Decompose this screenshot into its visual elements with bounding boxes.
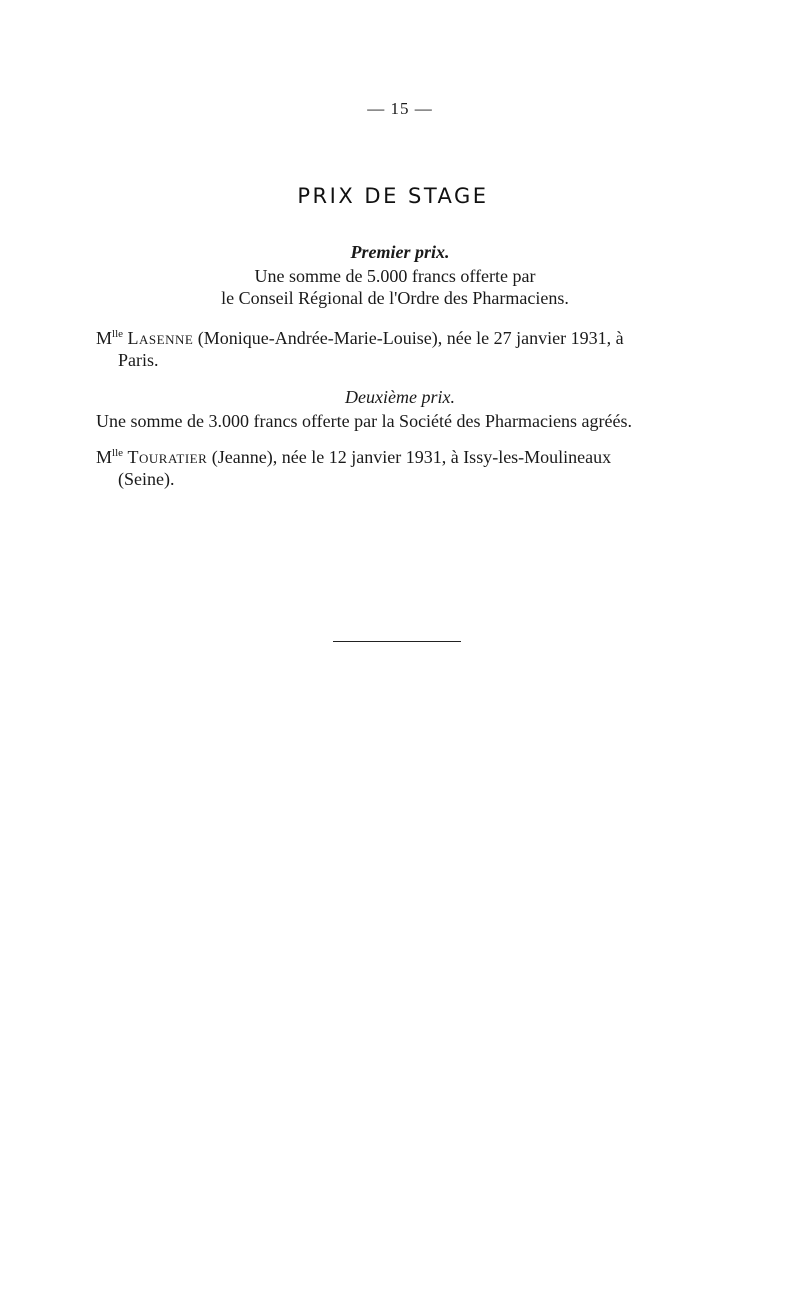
winner-details: (Jeanne), née le 12 janvier 1931, à Issy-les-Moulineaux xyxy=(211,447,612,467)
second-prize-winner-continuation: (Seine). xyxy=(118,469,175,489)
second-prize-heading: Deuxième prix. xyxy=(345,387,455,407)
first-prize-winner xyxy=(96,328,624,349)
second-prize-winner xyxy=(96,447,611,468)
winner-surname: Lasenne xyxy=(127,328,194,348)
first-prize-line-2: le Conseil Régional de l'Ordre des Pharmaciens. xyxy=(221,288,569,308)
winner-details: (Monique-Andrée-Marie-Louise), née le 27 janvier 1931, à xyxy=(197,328,624,348)
honorific: M xyxy=(96,328,113,348)
first-prize-winner-continuation: Paris. xyxy=(118,350,159,370)
page-title: PRIX DE STAGE xyxy=(297,184,489,208)
first-prize-heading: Premier prix. xyxy=(350,242,450,262)
honorific-superscript: lle xyxy=(112,447,124,459)
winner-surname: Touratier xyxy=(127,447,208,467)
honorific-superscript: lle xyxy=(112,328,124,340)
page-number: — 15 — xyxy=(367,99,433,118)
first-prize-line-1: Une somme de 5.000 francs offerte par xyxy=(254,266,536,286)
section-divider xyxy=(333,641,461,642)
second-prize-line-1: Une somme de 3.000 francs offerte par la Société des Pharmaciens agréés. xyxy=(96,411,632,431)
honorific: M xyxy=(96,447,113,467)
